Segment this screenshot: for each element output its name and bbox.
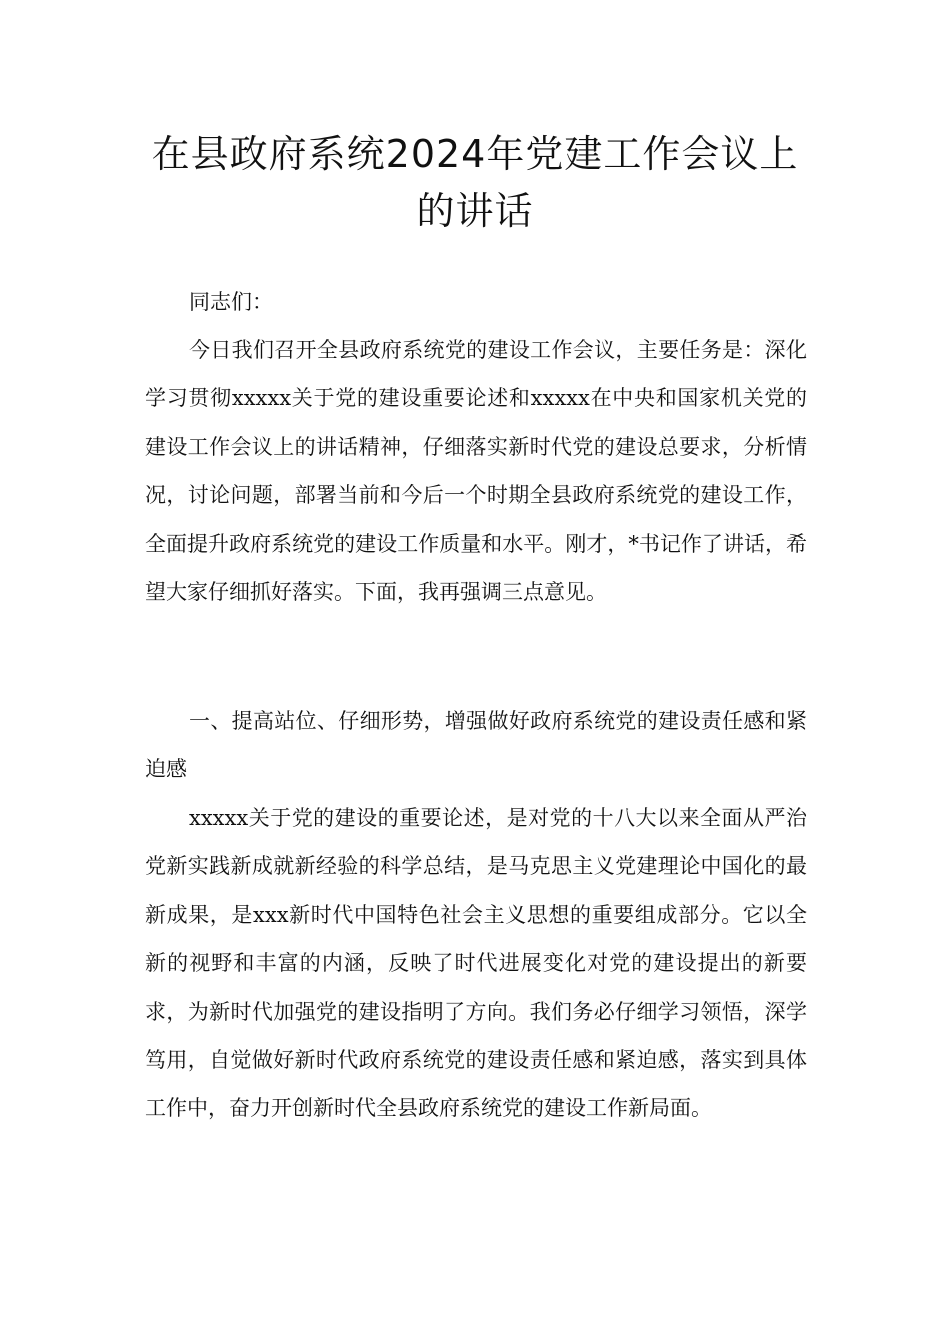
section-heading: 一、提高站位、仔细形势，增强做好政府系统党的建设责任感和紧迫感	[145, 709, 807, 782]
section-paragraph: xxxxx关于党的建设的重要论述，是对党的十八大以来全面从严治党新实践新成就新经验的科学总结，是马克思主义党建理论中国化的最新成果，是xxx新时代中国特色社会主义思想的重要组成部分。它以全新的视野和丰富的内涵，反映了时代进展变化对党的建设提出的新要求，为新时代加强党的建设指明了方向。我们务必仔细学习领悟，深学笃用，自觉做好新时代政府系统党的建设责任感和紧迫感，落实到具体工作中，奋力开创新时代全县政府系统党的建设工作新局面。	[145, 806, 807, 1121]
document-title: 在县政府系统2024年党建工作会议上的讲话	[151, 132, 799, 233]
opening-paragraph: 今日我们召开全县政府系统党的建设工作会议，主要任务是：深化学习贯彻xxxxx关于党的建设重要论述和xxxxx在中央和国家机关党的建设工作会议上的讲话精神，仔细落实新时代党的建设总要求，分析情况，讨论问题，部署当前和今后一个时期全县政府系统党的建设工作，全面提升政府系统党的建设工作质量和水平。刚才，*书记作了讲话，希望大家仔细抓好落实。下面，我再强调三点意见。	[145, 338, 807, 605]
salutation: 同志们：	[189, 290, 273, 314]
